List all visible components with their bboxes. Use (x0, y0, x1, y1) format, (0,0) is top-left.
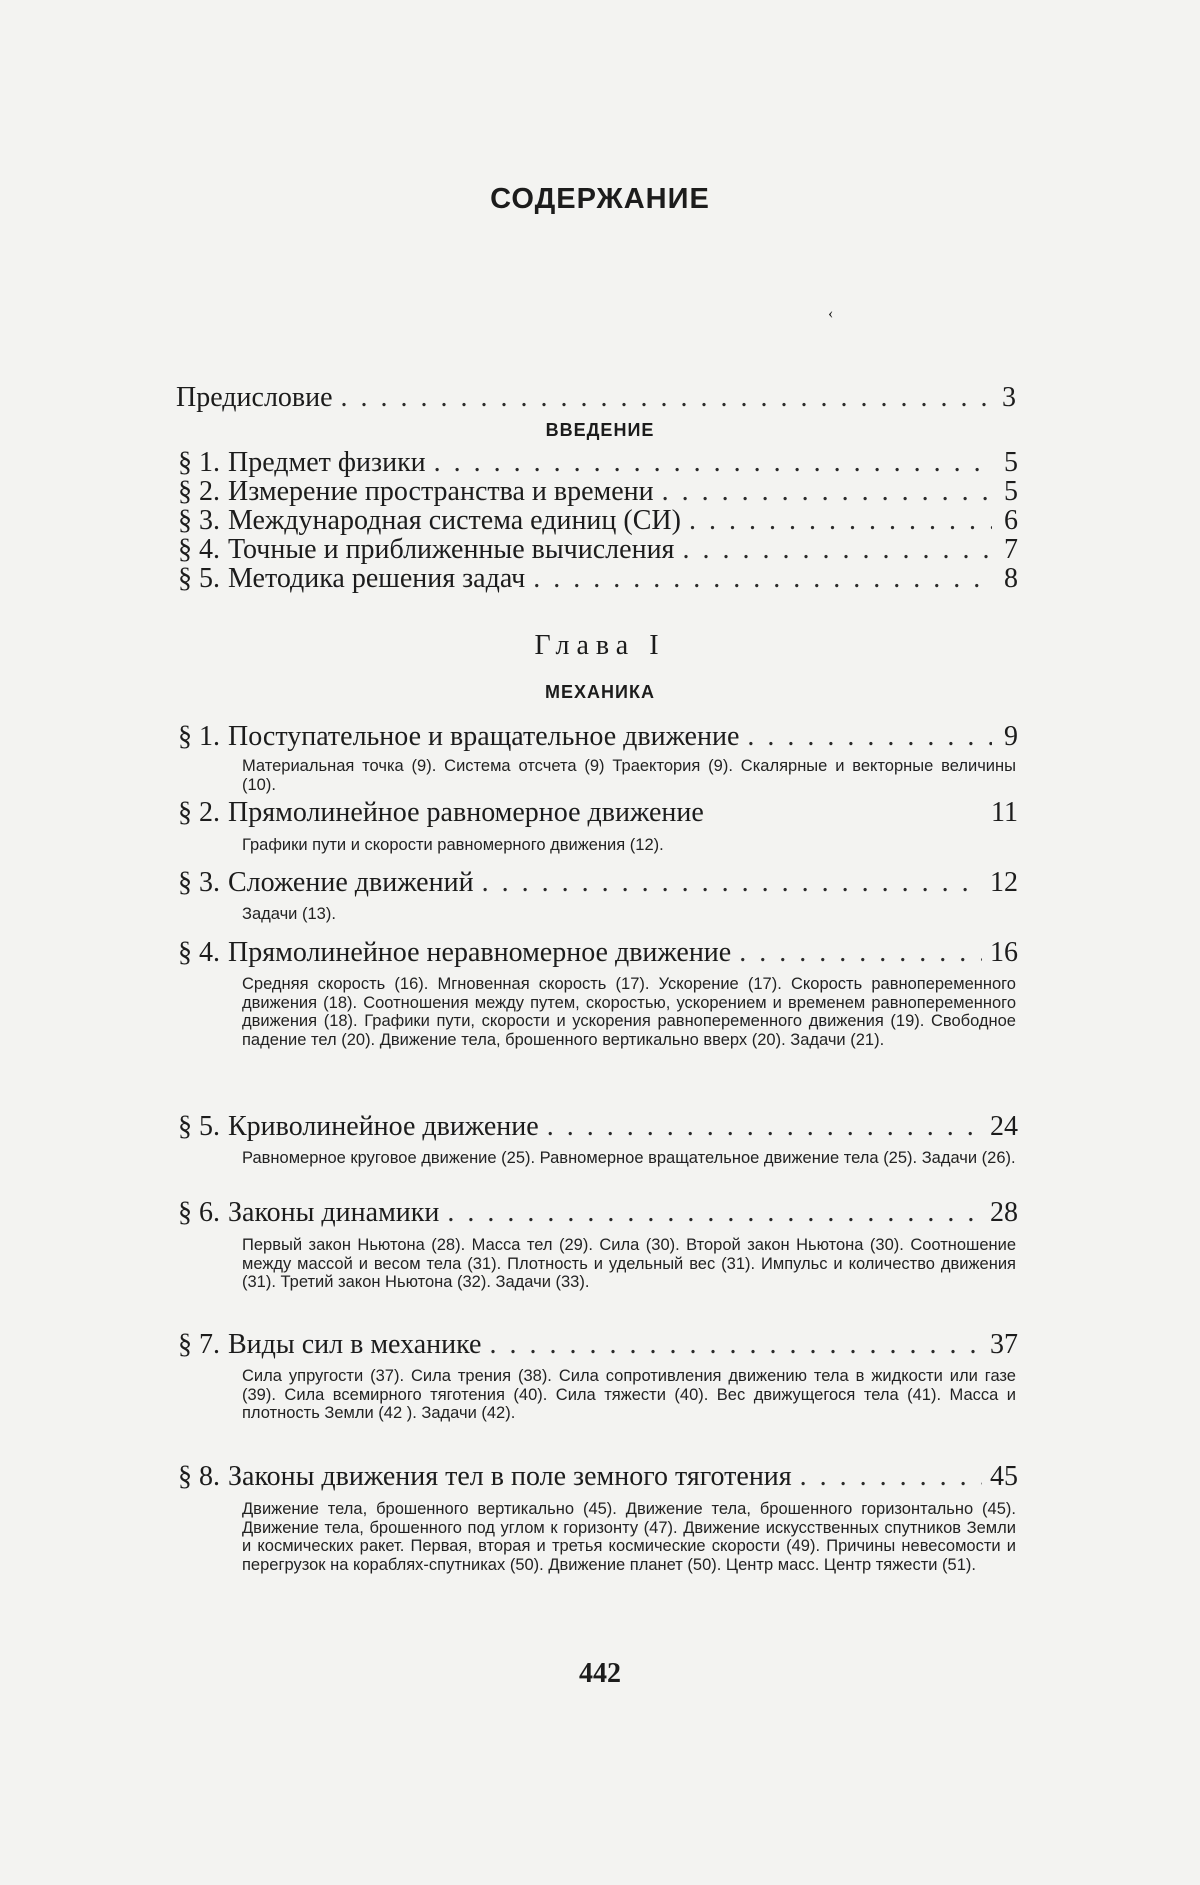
toc-row-section-4[interactable] (178, 938, 1018, 968)
toc-row-intro-3[interactable] (178, 506, 1018, 536)
toc-page: 16 (990, 937, 1018, 968)
leader-dots (482, 868, 982, 898)
toc-num: § 2. (178, 797, 220, 828)
toc-num: § 3. (178, 505, 220, 536)
section-topics: Сила упругости (37). Сила трения (38). Сила сопротивления движению тела в жидкости или газе (39). Сила всемирного тяготения (40). Сила тяжести (40). Вес движущегося тела (41). Масса и плотность Земли (42 ). Задачи (42). (242, 1367, 1016, 1422)
page-title: СОДЕРЖАНИЕ (490, 183, 710, 215)
toc-label: Предмет физики (228, 447, 426, 478)
toc-row-intro-2[interactable] (178, 477, 1018, 507)
leader-dots (447, 1198, 982, 1228)
toc-page: 45 (990, 1461, 1018, 1492)
toc-label: Поступательное и вращательное движение (228, 721, 740, 752)
section-topics: Равномерное круговое движение (25). Равномерное вращательное движение тела (25). Задачи (26). (242, 1149, 1016, 1167)
toc-label: Виды сил в механике (228, 1329, 482, 1360)
toc-num: § 3. (178, 867, 220, 898)
toc-label: Международная система единиц (СИ) (228, 505, 681, 536)
toc-num: § 8. (178, 1461, 220, 1492)
toc-page: 6 (1004, 505, 1018, 536)
toc-label: Предисловие (176, 382, 333, 413)
leader-dots (682, 535, 992, 565)
page-number: 442 (579, 1658, 621, 1689)
section-topics: Движение тела, брошенного вертикально (45). Движение тела, брошенного горизонтально (45). Движение тела, брошенного под углом к горизонту (47). Движение искусственных спутников Земли и космических ракет. Первая, вторая и третья космические скорости (49). Причины невесомости и перегрузок на кораблях-спутниках (50). Движение планет (50). Центр масс. Центр тяжести (51). (242, 1500, 1016, 1574)
toc-num: § 1. (178, 447, 220, 478)
leader-dots (434, 448, 992, 478)
toc-page: 12 (990, 867, 1018, 898)
toc-page: 5 (1004, 476, 1018, 507)
toc-label: Криволинейное движение (228, 1111, 539, 1142)
section-topics: Первый закон Ньютона (28). Масса тел (29). Сила (30). Второй закон Ньютона (30). Соотношение между массой и весом тела (31). Плотность и удельный вес (31). Импульс и количество движения (31). Третий закон Ньютона (32). Задачи (33). (242, 1236, 1016, 1291)
section-topics: Графики пути и скорости равномерного движения (12). (242, 836, 664, 854)
toc-page: 7 (1004, 534, 1018, 565)
toc-row-intro-4[interactable] (178, 535, 1018, 565)
toc-label: Методика решения задач (228, 563, 526, 594)
stray-mark: ‹ (828, 305, 834, 322)
toc-row-intro-1[interactable] (178, 448, 1018, 478)
toc-num: § 2. (178, 476, 220, 507)
toc-row-section-7[interactable] (178, 1330, 1018, 1360)
toc-page: 37 (990, 1329, 1018, 1360)
toc-label: Измерение пространства и времени (228, 476, 654, 507)
toc-page: 8 (1004, 563, 1018, 594)
toc-label: Прямолинейное неравномерное движение (228, 937, 732, 968)
leader-dots (689, 506, 992, 536)
toc-row-preface[interactable] (176, 383, 1016, 413)
toc-row-section-8[interactable] (178, 1462, 1018, 1492)
toc-page: 3 (1002, 382, 1016, 413)
toc-num: § 4. (178, 534, 220, 565)
toc-num: § 7. (178, 1329, 220, 1360)
toc-row-section-6[interactable] (178, 1198, 1018, 1228)
toc-num: § 1. (178, 721, 220, 752)
toc-row-section-3[interactable] (178, 868, 1018, 898)
toc-row-intro-5[interactable] (178, 564, 1018, 594)
leader-dots (800, 1462, 982, 1492)
toc-label: Законы динамики (228, 1197, 440, 1228)
toc-num: § 6. (178, 1197, 220, 1228)
toc-label: Сложение движений (228, 867, 474, 898)
toc-num: § 5. (178, 563, 220, 594)
toc-num: § 4. (178, 937, 220, 968)
section-topics: Материальная точка (9). Система отсчета (9) Траектория (9). Скалярные и векторные величины (10). (242, 757, 1016, 794)
toc-row-section-5[interactable] (178, 1112, 1018, 1142)
leader-dots (662, 477, 992, 507)
leader-dots (547, 1112, 982, 1142)
toc-page: 9 (1004, 721, 1018, 752)
section-topics: Средняя скорость (16). Мгновенная скорость (17). Ускорение (17). Скорость равнопеременного движения (18). Соотношения между путем, скоростью, ускорением и временем равнопеременного движения (18). Графики пути, скорости и ускорения равнопеременного движения (19). Свободное падение тел (20). Движение тела, брошенного вертикально вверх (20). Задачи (21). (242, 975, 1016, 1049)
chapter-label: Глава I (534, 630, 666, 661)
toc-label: Прямолинейное равномерное движение (228, 797, 704, 828)
toc-label: Точные и приближенные вычисления (228, 534, 675, 565)
toc-num: § 5. (178, 1111, 220, 1142)
leader-dots (341, 383, 990, 413)
leader-dots (533, 564, 992, 594)
section-topics: Задачи (13). (242, 905, 336, 923)
toc-page: 28 (990, 1197, 1018, 1228)
toc-page: 5 (1004, 447, 1018, 478)
toc-page: 11 (991, 797, 1018, 828)
leader-dots (747, 722, 992, 752)
leader-dots (489, 1330, 982, 1360)
intro-heading: ВВЕДЕНИЕ (545, 420, 655, 440)
leader-dots (739, 938, 982, 968)
chapter-name: МЕХАНИКА (545, 682, 655, 702)
toc-label: Законы движения тел в поле земного тяготения (228, 1461, 792, 1492)
toc-page: 24 (990, 1111, 1018, 1142)
toc-row-section-1[interactable] (178, 722, 1018, 752)
toc-row-section-2[interactable] (178, 798, 1018, 828)
